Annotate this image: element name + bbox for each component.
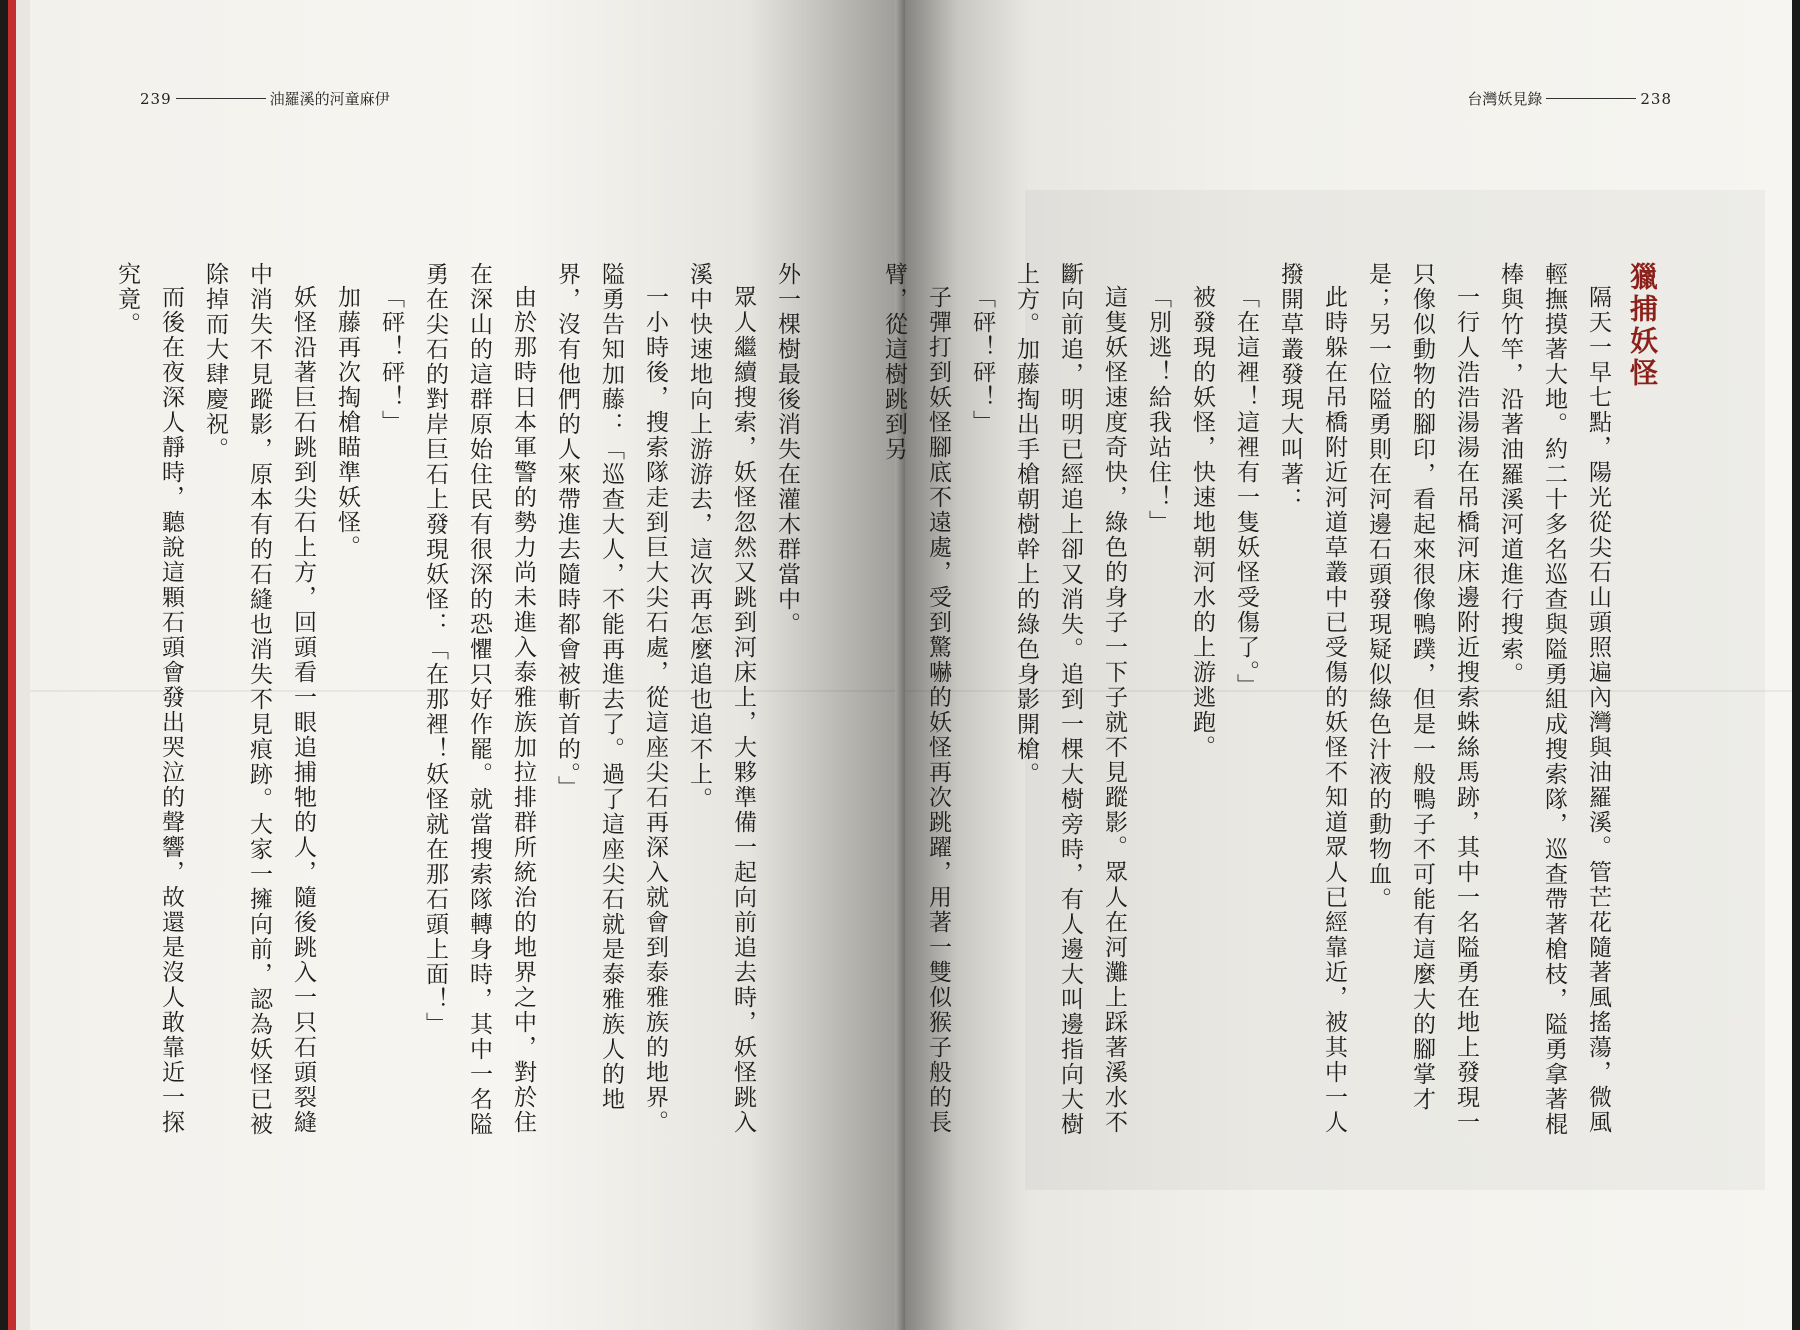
right-paragraph: 「別逃！給我站住！」 (1145, 285, 1171, 535)
right-page-number: 238 (1640, 89, 1672, 108)
left-paragraph: 外一棵樹最後消失在灌木群當中。 (774, 262, 800, 637)
right-paragraph: 被發現的妖怪，快速地朝河水的上游逃跑。 (1189, 285, 1215, 760)
left-page-number: 239 (140, 89, 172, 108)
right-running-head (1467, 88, 1672, 109)
left-paragraph: 妖怪沿著巨石跳到尖石上方，回頭看一眼追捕牠的人，隨後跳入一只石頭裂縫中消失不見蹤影，原本有的石縫也消失不見痕跡。大家一擁向前，認為妖怪已被除掉而大肆慶祝。 (202, 262, 316, 1137)
left-paragraph: 「砰！砰！」 (378, 285, 404, 435)
left-paragraph: 眾人繼續搜索，妖怪忽然又跳到河床上，大夥準備一起向前追去時，妖怪跳入溪中快速地向上游游去，這次再怎麼追也追不上。 (686, 262, 756, 1135)
right-body-text (872, 262, 1664, 1142)
right-running-title: 台灣妖見錄 (1467, 90, 1543, 108)
right-paragraph: 「在這裡！這裡有一隻妖怪受傷了。」 (1233, 285, 1259, 699)
left-body-text (105, 262, 809, 1142)
right-paragraph: 子彈打到妖怪腳底不遠處，受到驚嚇的妖怪再次跳躍，用著一雙似猴子般的長臂，從這樹跳到另 (881, 262, 951, 1135)
right-paragraph: 一行人浩浩湯湯在吊橋河床邊附近搜索蛛絲馬跡，其中一名隘勇在地上發現一只像似動物的腳印，看起來很像鴨蹼，但是一般鴨子不可能有這麼大的腳掌才是；另一位隘勇則在河邊石頭發現疑似綠色汁液的動物血。 (1365, 262, 1479, 1135)
right-paragraph: 「砰！砰！」 (969, 285, 995, 435)
left-paragraph: 而後在夜深人靜時，聽說這顆石頭會發出哭泣的聲響，故還是沒人敢靠近一探究竟。 (114, 262, 184, 1135)
left-paragraph: 加藤再次掏槍瞄準妖怪。 (334, 285, 360, 560)
right-paragraph: 此時躲在吊橋附近河道草叢中已受傷的妖怪不知道眾人已經靠近，被其中一人撥開草叢發現大叫著： (1277, 262, 1347, 1135)
left-head-rule (176, 98, 266, 99)
right-head-rule (1546, 98, 1636, 99)
right-paragraph: 隔天一早七點，陽光從尖石山頭照遍內灣與油羅溪。管芒花隨著風搖蕩，微風輕撫摸著大地。約二十多名巡查與隘勇組成搜索隊，巡查帶著槍枝，隘勇拿著棍棒與竹竿，沿著油羅溪河道進行搜索。 (1497, 262, 1611, 1137)
left-running-head (140, 88, 390, 109)
left-paragraph: 一小時後，搜索隊走到巨大尖石處，從這座尖石再深入就會到泰雅族的地界。隘勇告知加藤：「巡查大人，不能再進去了。過了這座尖石就是泰雅族人的地界，沒有他們的人來帶進去隨時都會被斬首的。」 (554, 262, 668, 1135)
book-edge (8, 0, 16, 1330)
right-paragraph: 這隻妖怪速度奇快，綠色的身子一下子就不見蹤影。眾人在河灘上踩著溪水不斷向前追，明明已經追上卻又消失。追到一棵大樹旁時，有人邊大叫邊指向大樹上方。加藤掏出手槍朝樹幹上的綠色身影開槍。 (1013, 262, 1127, 1137)
open-book (8, 0, 1792, 1330)
left-page (30, 0, 905, 1330)
left-running-title: 油羅溪的河童麻伊 (269, 90, 390, 108)
right-page (881, 0, 1792, 1330)
section-title: 獵捕妖怪 (1626, 262, 1659, 390)
left-paragraph: 由於那時日本軍警的勢力尚未進入泰雅族加拉排群所統治的地界之中，對於住在深山的這群原始住民有很深的恐懼只好作罷。就當搜索隊轉身時，其中一名隘勇在尖石的對岸巨石上發現妖怪：「在那裡！妖怪就在那石頭上面！」 (422, 262, 536, 1137)
